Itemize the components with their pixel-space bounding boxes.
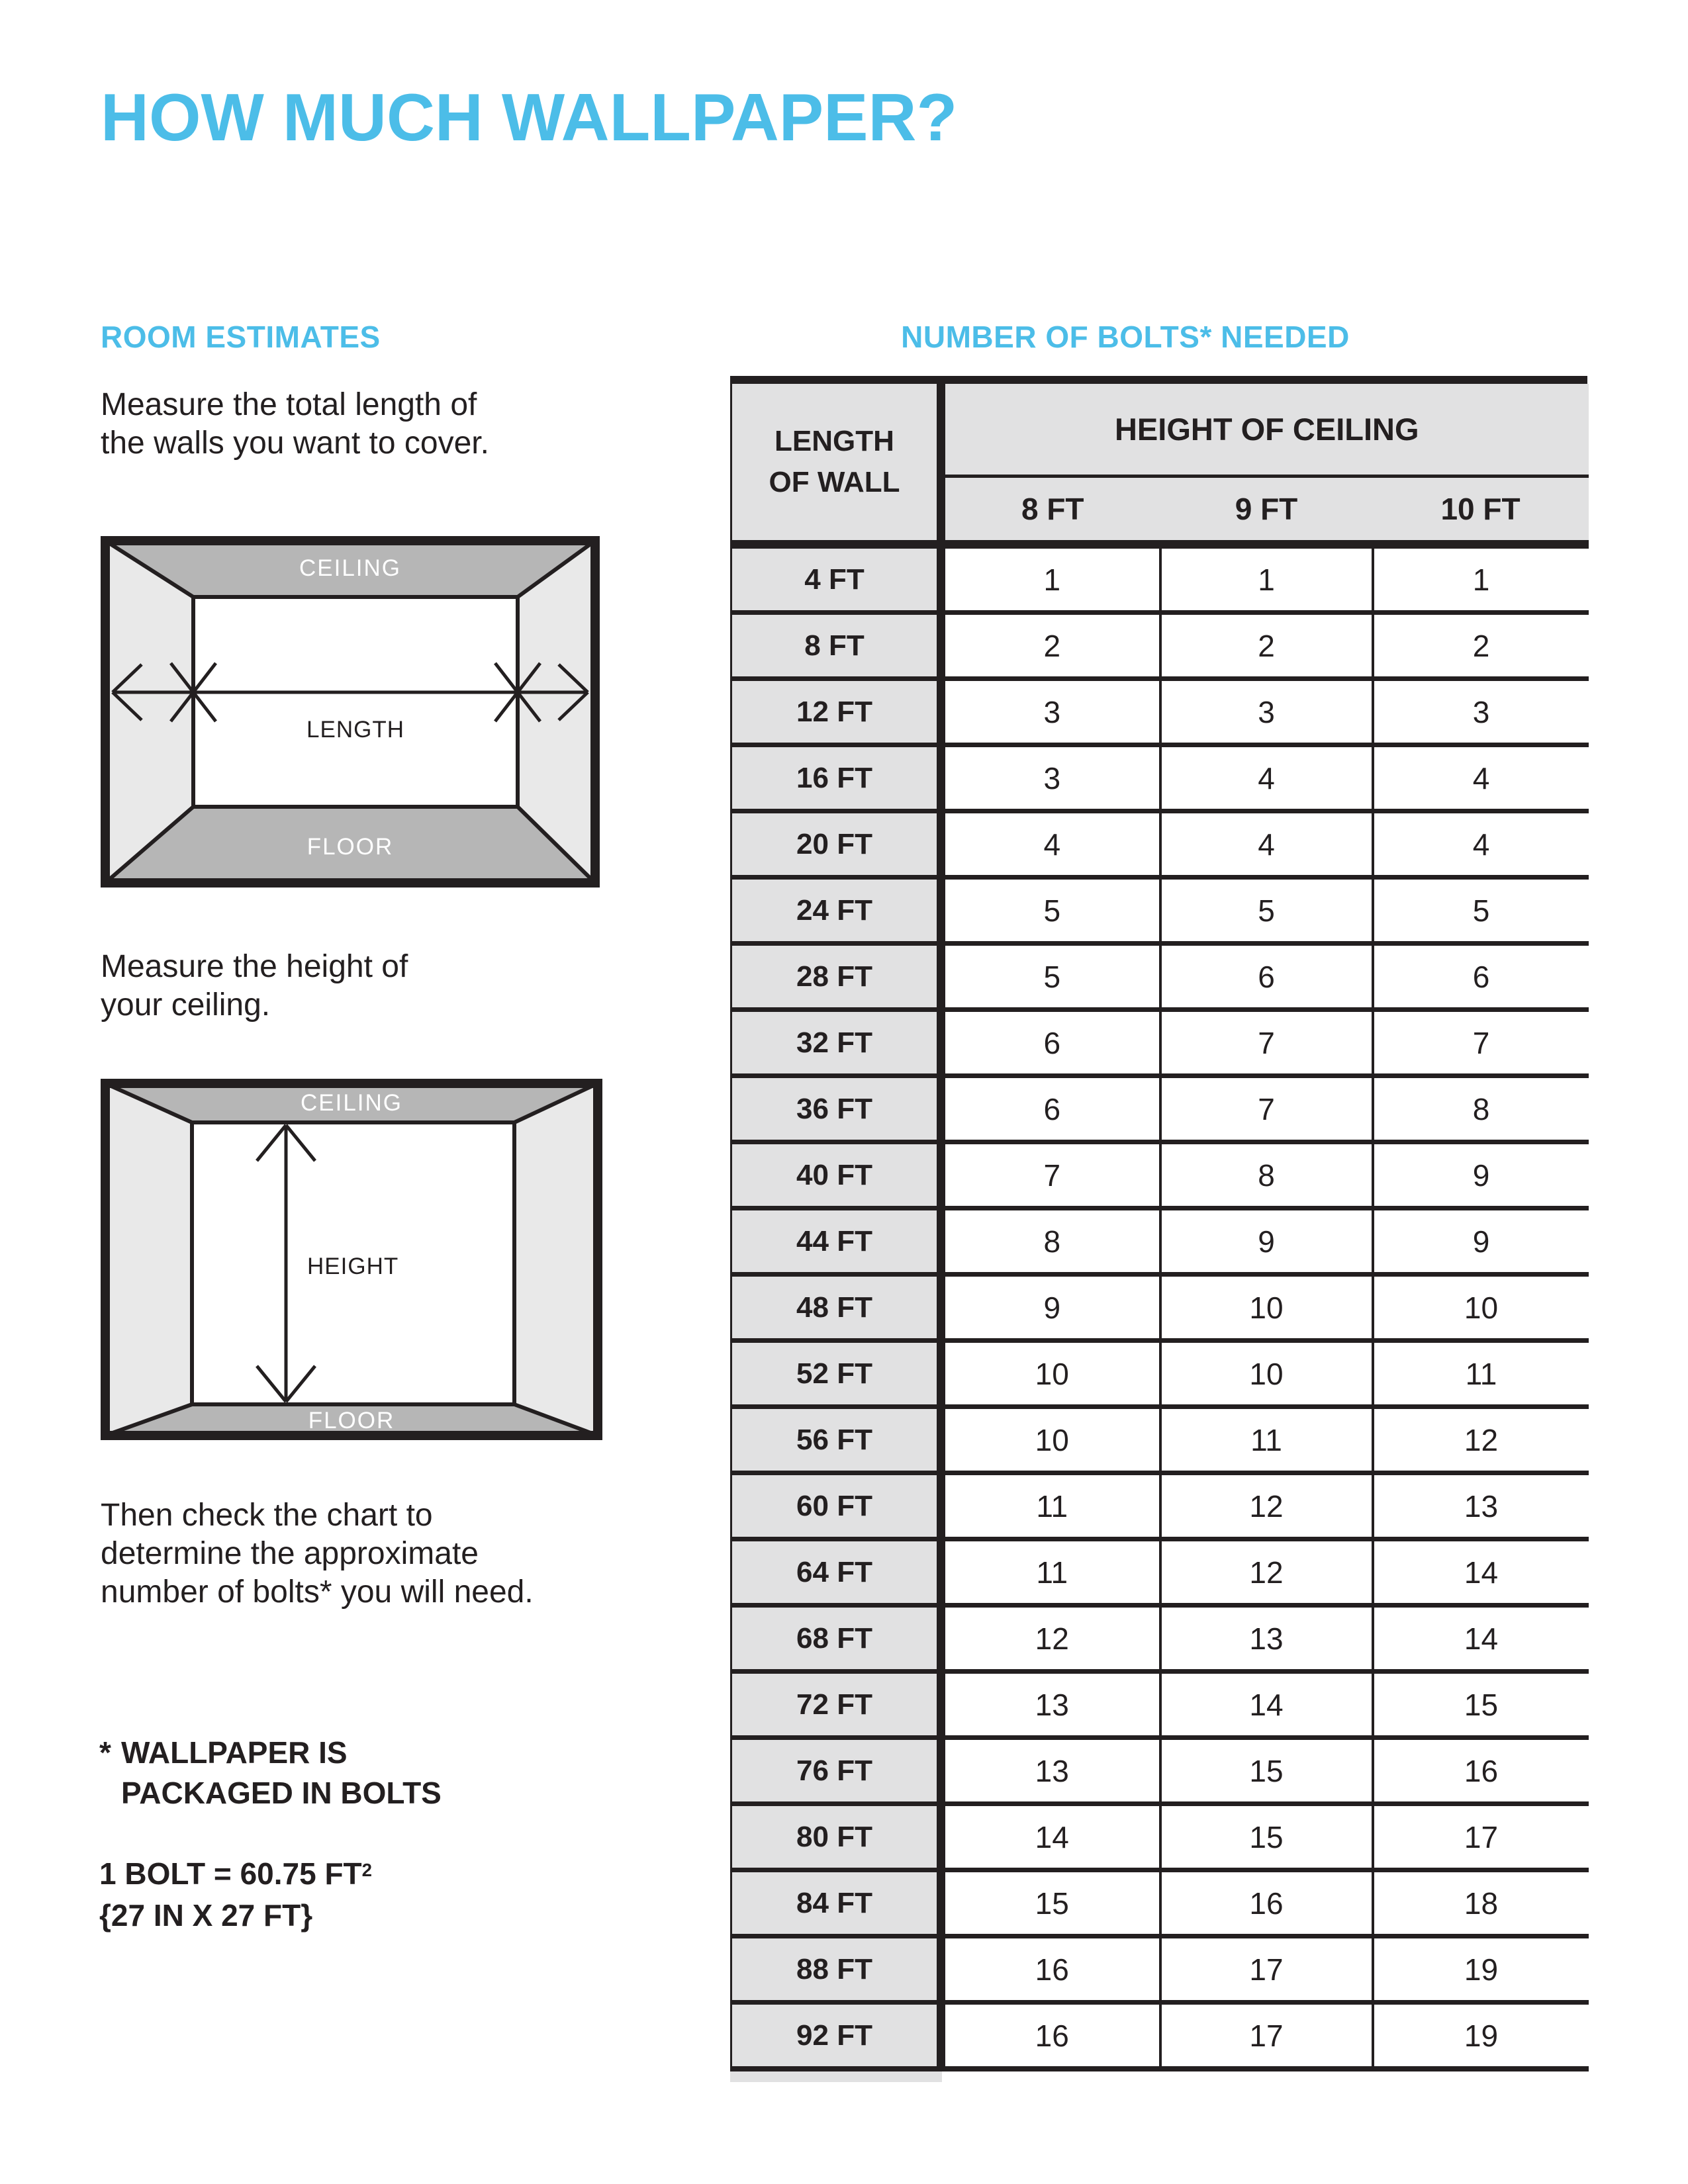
- bolt-count-cell: 14: [1373, 1606, 1589, 1672]
- instruction-measure-height: [101, 948, 408, 1024]
- bolt-count-cell: 9: [1373, 1142, 1589, 1208]
- column-header-8ft: 8 FT: [941, 477, 1160, 545]
- wall-length-label: 56 FT: [731, 1407, 941, 1473]
- section-heading-room-estimates: ROOM ESTIMATES: [101, 320, 381, 354]
- bolt-count-cell: 11: [941, 1473, 1160, 1539]
- bolt-count-cell: 19: [1373, 1936, 1589, 2003]
- floor-label: FLOOR: [308, 1408, 395, 1433]
- wall-length-label: 88 FT: [731, 1936, 941, 2003]
- instruction-line: the walls you want to cover.: [101, 426, 489, 461]
- bolt-count-cell: 4: [941, 811, 1160, 878]
- column-header-9ft: 9 FT: [1160, 477, 1373, 545]
- bolts-table-body: [731, 545, 1589, 2070]
- back-wall-panel: [193, 597, 518, 807]
- bolt-count-cell: 1: [1373, 545, 1589, 613]
- table-row: [731, 679, 1589, 745]
- column-header-10ft: 10 FT: [1373, 477, 1589, 545]
- table-row: [731, 1010, 1589, 1076]
- table-row: [731, 1473, 1589, 1539]
- asterisk: *: [99, 1735, 111, 1770]
- bolt-count-cell: 3: [1373, 679, 1589, 745]
- instruction-line: Then check the chart to: [101, 1498, 433, 1533]
- bolt-count-cell: 15: [1160, 1738, 1373, 1804]
- bolt-count-cell: 13: [1160, 1606, 1373, 1672]
- table-row: [731, 1672, 1589, 1738]
- bolt-count-cell: 13: [1373, 1473, 1589, 1539]
- wall-length-label: 76 FT: [731, 1738, 941, 1804]
- wall-length-label: 92 FT: [731, 2003, 941, 2070]
- right-wall-panel: [514, 1083, 598, 1435]
- length-of-wall-header: LENGTH OF WALL: [731, 384, 941, 545]
- bolt-count-cell: 7: [1373, 1010, 1589, 1076]
- bolt-count-cell: 7: [1160, 1010, 1373, 1076]
- table-row: [731, 811, 1589, 878]
- bolt-count-cell: 17: [1160, 2003, 1373, 2070]
- bolt-count-cell: 3: [941, 679, 1160, 745]
- instruction-measure-length: [101, 386, 489, 463]
- length-label: LENGTH: [306, 717, 404, 743]
- bolt-count-cell: 4: [1160, 811, 1373, 878]
- instruction-check-chart: [101, 1496, 534, 1612]
- bolt-count-cell: 16: [941, 1936, 1160, 2003]
- instruction-line: determine the approximate: [101, 1536, 479, 1571]
- bolt-count-cell: 11: [1373, 1341, 1589, 1407]
- bolt-count-cell: 19: [1373, 2003, 1589, 2070]
- bolt-count-cell: 17: [1373, 1804, 1589, 1870]
- wall-length-label: 36 FT: [731, 1076, 941, 1142]
- table-row: [731, 1076, 1589, 1142]
- table-row: [731, 2003, 1589, 2070]
- room-length-diagram: [101, 536, 600, 887]
- table-row: [731, 1142, 1589, 1208]
- bolt-size-line: 1 BOLT = 60.75 $FT^2$: [99, 1856, 373, 1891]
- bolt-count-cell: 5: [1160, 878, 1373, 944]
- wall-length-label: 84 FT: [731, 1870, 941, 1936]
- instruction-line: Measure the total length of: [101, 387, 477, 422]
- bolt-count-cell: 6: [941, 1076, 1160, 1142]
- instruction-line: Measure the height of: [101, 949, 408, 984]
- bolt-count-cell: 12: [1160, 1539, 1373, 1606]
- table-row: [731, 1738, 1589, 1804]
- bolt-count-cell: 8: [1373, 1076, 1589, 1142]
- instruction-line: number of bolts* you will need.: [101, 1574, 534, 1610]
- table-row: [731, 545, 1589, 613]
- height-label: HEIGHT: [307, 1253, 399, 1279]
- bolt-count-cell: 10: [941, 1341, 1160, 1407]
- wall-length-label: 28 FT: [731, 944, 941, 1010]
- bolt-count-cell: 14: [1373, 1539, 1589, 1606]
- bolt-count-cell: 3: [941, 745, 1160, 811]
- bolt-count-cell: 2: [941, 613, 1160, 679]
- bolt-count-cell: 9: [941, 1275, 1160, 1341]
- superscript-2: 2: [361, 1859, 373, 1880]
- wall-length-label: 48 FT: [731, 1275, 941, 1341]
- bolt-count-cell: 10: [1373, 1275, 1589, 1341]
- bolt-count-cell: 10: [1160, 1341, 1373, 1407]
- table-row: [731, 1804, 1589, 1870]
- bolts-footnote: [99, 1733, 442, 1813]
- bolt-count-cell: 16: [941, 2003, 1160, 2070]
- table-row: [731, 944, 1589, 1010]
- bolt-count-cell: 12: [1373, 1407, 1589, 1473]
- footnote-line: PACKAGED IN BOLTS: [121, 1776, 442, 1810]
- wall-length-label: 8 FT: [731, 613, 941, 679]
- bolt-count-cell: 5: [1373, 878, 1589, 944]
- wall-length-label: 12 FT: [731, 679, 941, 745]
- table-row: [731, 1407, 1589, 1473]
- table-row: [731, 878, 1589, 944]
- wall-length-label: 52 FT: [731, 1341, 941, 1407]
- bolt-count-cell: 4: [1160, 745, 1373, 811]
- bolt-count-cell: 7: [1160, 1076, 1373, 1142]
- table-row: [731, 1936, 1589, 2003]
- table-row: [731, 745, 1589, 811]
- wall-length-label: 72 FT: [731, 1672, 941, 1738]
- bolt-count-cell: 11: [1160, 1407, 1373, 1473]
- bolt-count-cell: 4: [1373, 811, 1589, 878]
- wall-length-label: 32 FT: [731, 1010, 941, 1076]
- wall-length-label: 16 FT: [731, 745, 941, 811]
- ceiling-label: CEILING: [299, 555, 402, 581]
- table-top-border: [730, 376, 1587, 384]
- bolt-count-cell: 15: [1160, 1804, 1373, 1870]
- bolt-count-cell: 2: [1160, 613, 1373, 679]
- bolt-count-cell: 9: [1373, 1208, 1589, 1275]
- wall-length-label: 60 FT: [731, 1473, 941, 1539]
- table-row: [731, 1539, 1589, 1606]
- table-row: [731, 1606, 1589, 1672]
- bolt-count-cell: 7: [941, 1142, 1160, 1208]
- bolt-count-cell: 10: [941, 1407, 1160, 1473]
- wall-length-label: 64 FT: [731, 1539, 941, 1606]
- bolt-count-cell: 12: [1160, 1473, 1373, 1539]
- bolt-count-cell: 1: [941, 545, 1160, 613]
- bolt-count-cell: 10: [1160, 1275, 1373, 1341]
- bolt-count-cell: 9: [1160, 1208, 1373, 1275]
- wall-length-label: 4 FT: [731, 545, 941, 613]
- bolt-dimensions-line: {27 IN X 27 FT}: [99, 1898, 313, 1933]
- bolt-count-cell: 3: [1160, 679, 1373, 745]
- table-row: [731, 1208, 1589, 1275]
- bolt-count-cell: 8: [941, 1208, 1160, 1275]
- bolts-table: [730, 384, 1589, 2071]
- footnote-line: WALLPAPER IS: [121, 1735, 348, 1770]
- table-row: [731, 613, 1589, 679]
- bolt-count-cell: 1: [1160, 545, 1373, 613]
- bolt-count-cell: 18: [1373, 1870, 1589, 1936]
- bolt-count-cell: 17: [1160, 1936, 1373, 2003]
- bolt-count-cell: 5: [941, 944, 1160, 1010]
- bolt-count-cell: 8: [1160, 1142, 1373, 1208]
- left-wall-panel: [105, 1083, 192, 1435]
- ceiling-label: CEILING: [300, 1090, 403, 1116]
- bolt-definition: [99, 1855, 372, 1934]
- floor-label: FLOOR: [306, 834, 394, 860]
- bolt-count-cell: 13: [941, 1672, 1160, 1738]
- bolt-count-cell: 6: [941, 1010, 1160, 1076]
- wall-length-label: 20 FT: [731, 811, 941, 878]
- wall-length-label: 24 FT: [731, 878, 941, 944]
- bolt-count-cell: 11: [941, 1539, 1160, 1606]
- bolt-count-cell: 15: [941, 1870, 1160, 1936]
- table-row: [731, 1341, 1589, 1407]
- wall-length-label: 80 FT: [731, 1804, 941, 1870]
- wall-length-label: 68 FT: [731, 1606, 941, 1672]
- bolt-count-cell: 6: [1160, 944, 1373, 1010]
- bolt-count-cell: 12: [941, 1606, 1160, 1672]
- height-of-ceiling-header: HEIGHT OF CEILING: [941, 384, 1589, 477]
- bolt-count-cell: 6: [1373, 944, 1589, 1010]
- bolt-count-cell: 2: [1373, 613, 1589, 679]
- bolt-count-cell: 16: [1160, 1870, 1373, 1936]
- table-bottom-tab: [730, 2070, 942, 2082]
- section-heading-bolts-needed: NUMBER OF BOLTS* NEEDED: [901, 320, 1350, 354]
- page-title: HOW MUCH WALLPAPER?: [101, 81, 958, 155]
- wall-length-label: 40 FT: [731, 1142, 941, 1208]
- bolt-count-cell: 14: [1160, 1672, 1373, 1738]
- bolt-count-cell: 13: [941, 1738, 1160, 1804]
- ceiling-height-diagram: [101, 1079, 602, 1440]
- wall-length-label: 44 FT: [731, 1208, 941, 1275]
- bolt-count-cell: 14: [941, 1804, 1160, 1870]
- bolt-count-cell: 5: [941, 878, 1160, 944]
- table-row: [731, 1275, 1589, 1341]
- table-header-row-1: [731, 384, 1589, 477]
- instruction-line: your ceiling.: [101, 987, 271, 1023]
- bolt-count-cell: 4: [1373, 745, 1589, 811]
- bolt-count-cell: 15: [1373, 1672, 1589, 1738]
- bolt-count-cell: 16: [1373, 1738, 1589, 1804]
- table-row: [731, 1870, 1589, 1936]
